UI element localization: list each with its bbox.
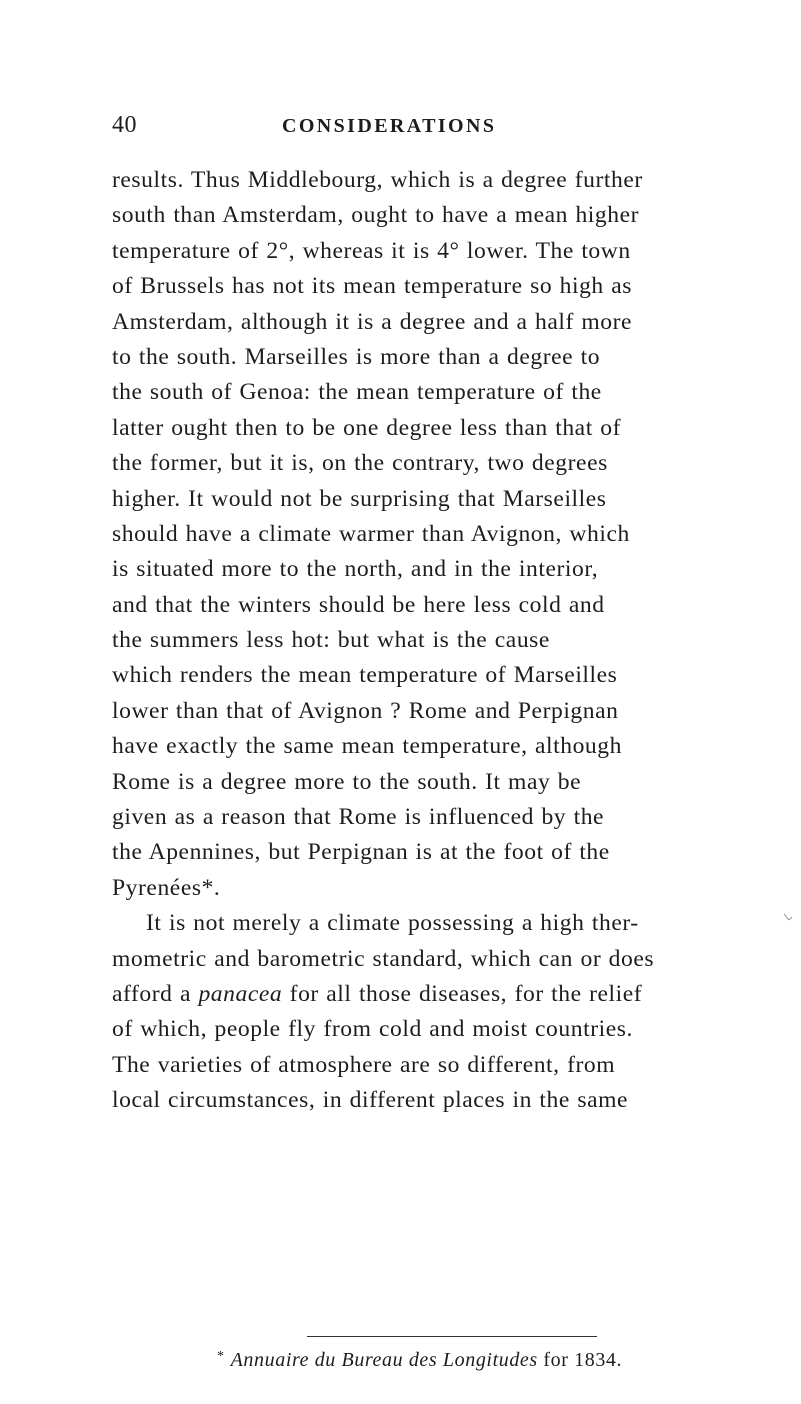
text-line: The varieties of atmosphere are so different, from — [112, 1051, 616, 1078]
text-line: Amsterdam, although it is a degree and a half more — [112, 308, 633, 335]
text-line: have exactly the same mean temperature, although — [112, 733, 622, 760]
italic-term: panacea — [198, 980, 283, 1007]
footnote-mark: * — [217, 1349, 225, 1364]
footnote-rule — [307, 1336, 597, 1337]
text-line: of which, people fly from cold and moist countries. — [112, 1016, 633, 1043]
running-title: CONSIDERATIONS — [282, 115, 497, 137]
footnote — [217, 1349, 622, 1372]
text-line: the Apennines, but Perpignan is at the foot of the — [112, 839, 610, 866]
text-line: south than Amsterdam, ought to have a mean higher — [112, 202, 640, 229]
text-line: lower than that of Avignon ? Rome and Perpignan — [112, 697, 619, 724]
text-line: higher. It would not be surprising that Marseilles — [112, 485, 607, 512]
running-head — [112, 112, 772, 142]
text-line: Pyrenées*. — [112, 874, 221, 901]
text-line: the summers less hot: but what is the cause — [112, 627, 550, 654]
text-line: local circumstances, in different places in the same — [112, 1087, 629, 1114]
text-line: of Brussels has not its mean temperature so high as — [112, 273, 632, 300]
text-line: to the south. Marseilles is more than a degree to — [112, 343, 601, 370]
footnote-text: for 1834. — [537, 1349, 623, 1371]
text-line: Rome is a degree more to the south. It may be — [112, 768, 582, 795]
text-line: should have a climate warmer than Avignon, which — [112, 520, 630, 547]
page-number: 40 — [112, 112, 137, 138]
margin-mark-icon — [783, 913, 793, 925]
text-line: the south of Genoa: the mean temperature of the — [112, 379, 602, 406]
footnote-title: Annuaire du Bureau des Longitudes — [230, 1349, 538, 1371]
text-line: mometric and barometric standard, which can or does — [112, 945, 655, 972]
text-segment: for all those diseases, for the relief — [282, 980, 643, 1007]
text-line: latter ought then to be one degree less than that of — [112, 414, 622, 441]
text-line: which renders the mean temperature of Marseilles — [112, 662, 618, 689]
text-line: temperature of 2°, whereas it is 4° lower. The town — [112, 237, 631, 264]
body-text — [112, 163, 772, 1119]
text-line — [112, 977, 772, 1012]
text-line: the former, but it is, on the contrary, two degrees — [112, 450, 608, 477]
paragraph-start-line: It is not merely a climate possessing a high ther- — [146, 910, 639, 937]
text-line: results. Thus Middlebourg, which is a degree further — [112, 167, 643, 193]
text-line: and that the winters should be here less cold and — [112, 591, 605, 618]
text-line: is situated more to the north, and in the interior, — [112, 556, 599, 583]
text-line: given as a reason that Rome is influenced by the — [112, 804, 605, 831]
text-segment: afford a — [112, 980, 199, 1007]
